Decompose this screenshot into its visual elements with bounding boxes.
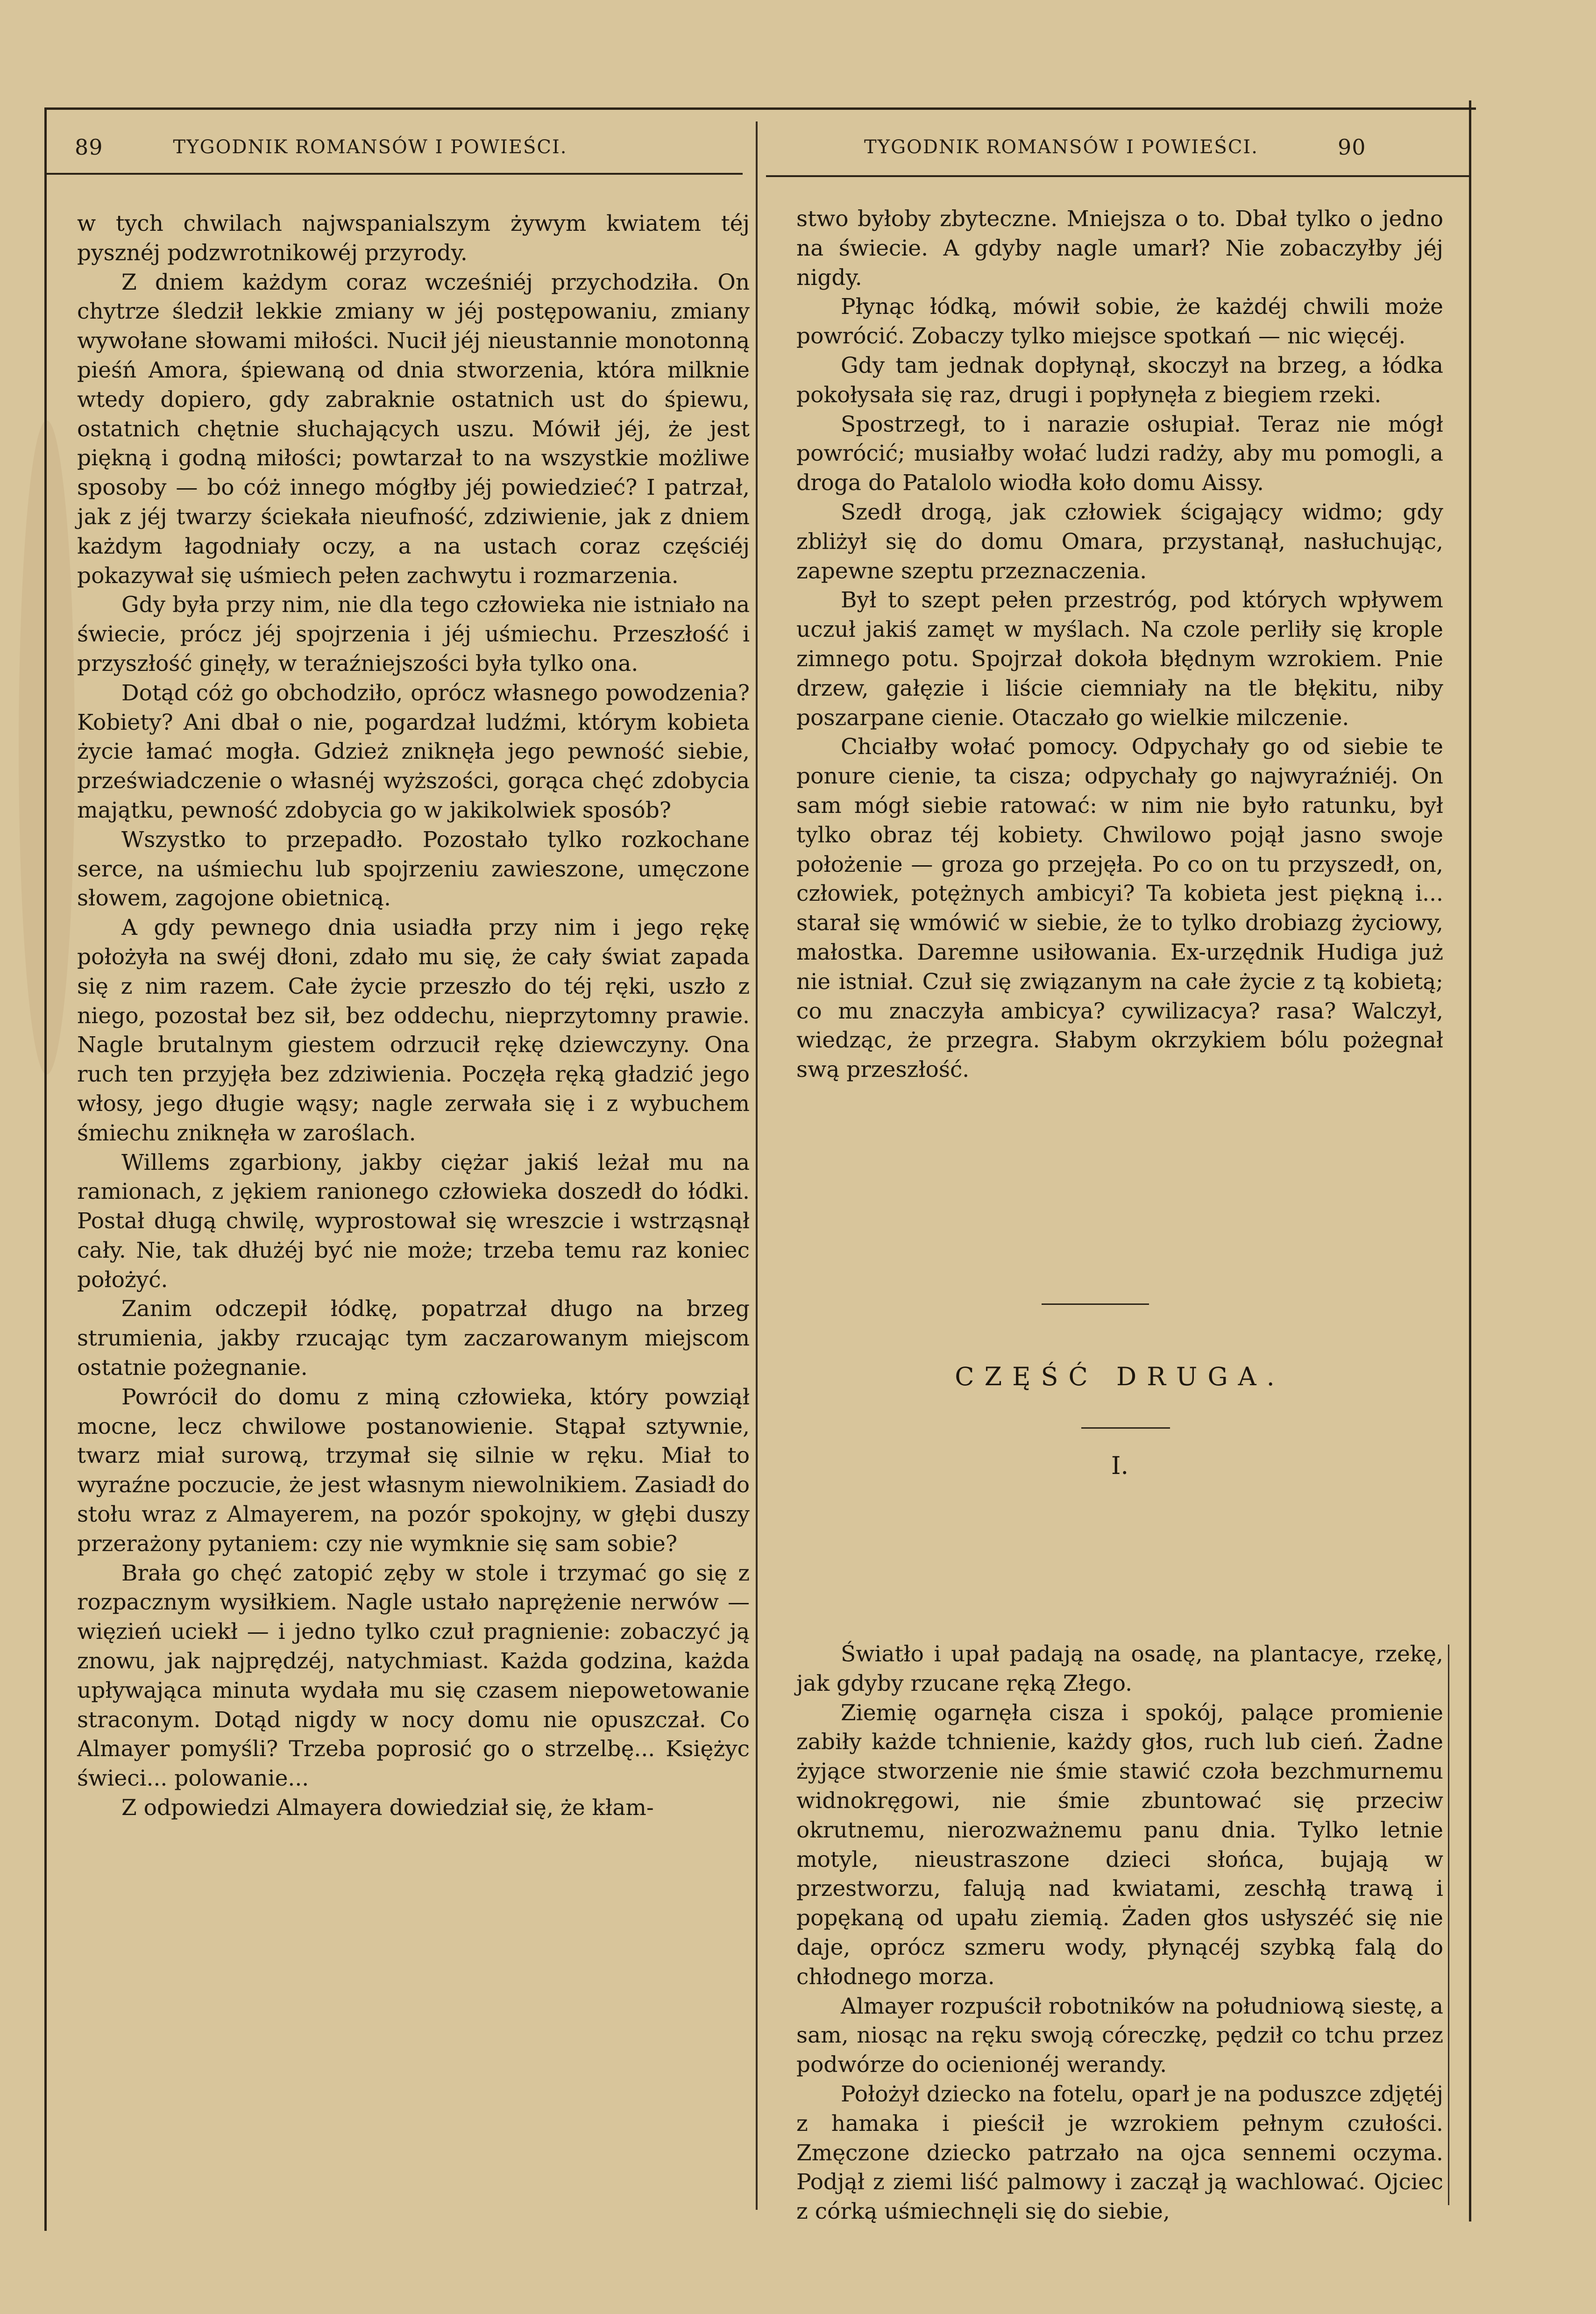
margin-line — [1448, 1645, 1449, 2205]
column-divider — [756, 121, 758, 2210]
paragraph: Dotąd cóż go obchodziło, oprócz własnego powodzenia? Kobiety? Ani dbał o nie, pogardzał ludźmi, którym kobieta życie łamać mogła. Gdzież zniknęła jego pewność siebie, przeświadczenie o własnéj wyższości, gorąca chęć zdobycia majątku, pewność zdobycia go w jakikolwiek sposób? — [77, 680, 750, 823]
paragraph: Chciałby wołać pomocy. Odpychały go od siebie te ponure cienie, ta cisza; odpychały go najwyraźniéj. On sam mógł siebie ratować: w nim nie było ratunku, był tylko obraz téj kobiety. Chwilowo pojął jasno swoje położenie — groza go przejęła. Po co on tu przyszedł, on, człowiek, potężnych ambicyi? Ta kobieta jest piękną i... starał się wmówić w siebie, że to tylko drobiazg życiowy, małostka. Daremne usiłowania. Ex-urzędnik Hudiga już nie istniał. Czuł się związanym na całe życie z tą kobietą; co mu znaczyła ambicya? cywilizacya? rasa? Walczył, wiedząc, że przegra. Słabym okrzykiem bólu pożegnał swą przeszłość. — [796, 734, 1443, 1083]
paragraph: Z dniem każdym coraz wcześniéj przychodziła. On chytrze śledził lekkie zmiany w jéj postępowaniu, zmiany wywołane słowami miłości. Nucił jéj nieustannie monotonną pieśń Amora, śpiewaną od dnia stworzenia, która milknie wtedy dopiero, gdy zabraknie ostatnich ust do śpiewu, ostatnich chętnie słuchających uszu. Mówił jéj, że jest piękną i godną miłości; powtarzał to na wszystkie możliwe sposoby — bo cóż innego mógłby jéj powiedzieć? I patrzał, jak z jéj twarzy ściekała nieufność, zdziwienie, jak z dniem każdym łagodniały oczy, a na ustach coraz częściéj pokazywał się uśmiech pełen zachwytu i rozmarzenia. — [77, 269, 750, 589]
paragraph: Zanim odczepił łódkę, popatrzał długo na brzeg strumienia, jakby rzucając tym zaczarowanym miejscom ostatnie pożegnanie. — [77, 1296, 750, 1381]
paragraph: Z odpowiedzi Almayera dowiedział się, że kłam- — [121, 1795, 654, 1821]
paragraph: Almayer rozpuścił robotników na południową siestę, a sam, niosąc na ręku swoją córeczkę, pędził co tchu przez podwórze do ocienionéj werandy. — [796, 1993, 1443, 2078]
paragraph: Willems zgarbiony, jakby ciężar jakiś leżał mu na ramionach, z jękiem ranionego człowieka doszedł do łódki. Postał długą chwilę, wyprostował się wreszcie i wstrząsnął cały. Nie, tak dłużéj być nie może; trzeba temu raz koniec położyć. — [77, 1149, 750, 1293]
right-running-title: TYGODNIK ROMANSÓW I POWIEŚCI. — [864, 136, 1258, 158]
chapter-number: I. — [1111, 1452, 1129, 1480]
section-separator — [1042, 1303, 1149, 1305]
paragraph: Szedł drogą, jak człowiek ścigający widmo; gdy zbliżył się do domu Omara, przystanął, nasłuchując, zapewne szeptu przeznaczenia. — [796, 499, 1443, 584]
paragraph: Światło i upał padają na osadę, na plantacye, rzekę, jak gdyby rzucane ręką Złego. — [796, 1641, 1443, 1696]
paragraph: Powrócił do domu z miną człowieka, który powziął mocne, lecz chwilowe postanowienie. Stąpał sztywnie, twarz miał surową, trzymał się silnie w ręku. Miał to wyraźne poczucie, że jest własnym niewolnikiem. Zasiadł do stołu wraz z Almayerem, na pozór spokojny, w głębi duszy przerażony pytaniem: czy nie wymknie się sam sobie? — [77, 1384, 750, 1557]
paragraph: Gdy tam jednak dopłynął, skoczył na brzeg, a łódka pokołysała się raz, drugi i popłynęła z biegiem rzeki. — [796, 352, 1443, 408]
paragraph: Spostrzegł, to i narazie osłupiał. Teraz nie mógł powrócić; musiałby wołać ludzi radży, aby mu pomogli, a droga do Patalolo wiodła koło domu Aissy. — [796, 411, 1443, 496]
paragraph: Gdy była przy nim, nie dla tego człowieka nie istniało na świecie, prócz jéj spojrzenia i jéj uśmiechu. Przeszłość i przyszłość ginęły, w teraźniejszości była tylko ona. — [77, 592, 750, 676]
paragraph: stwo byłoby zbyteczne. Mniejsza o to. Dbał tylko o jedno na świecie. A gdyby nagle umarł? Nie zobaczyłby jéj nigdy. — [796, 206, 1443, 291]
left-column — [77, 209, 750, 1823]
left-page-header — [75, 126, 738, 168]
header-rule-left — [47, 173, 743, 175]
section-title: CZĘŚĆ DRUGA. — [955, 1362, 1285, 1391]
paragraph: Był to szept pełen przestróg, pod których wpływem uczuł jakiś zamęt w myślach. Na czole perliły się krople zimnego potu. Spojrzał dokoła błędnym wzrokiem. Pnie drzew, gałęzie i liście ciemniały na tle błękitu, niby poszarpane cienie. Otaczało go wielkie milczenie. — [796, 587, 1443, 731]
left-running-title: TYGODNIK ROMANSÓW I POWIEŚCI. — [173, 136, 567, 158]
paragraph: Brała go chęć zatopić zęby w stole i trzymać go się z rozpacznym wysiłkiem. Nagle ustało naprężenie nerwów — więzień uciekł — i jedno tylko czuł pragnienie: zobaczyć ją znowu, jak najprędzéj, natychmiast. Każda godzina, każda upływająca minuta wydała mu się czasem niepowetowanie straconym. Dotąd nigdy w nocy domu nie opuszczał. Co Almayer pomyśli? Trzeba poprosić go o strzelbę... Księżyc świeci... polowanie... — [77, 1560, 750, 1792]
left-page-number: 89 — [75, 135, 103, 160]
right-column-bottom — [796, 1640, 1443, 2227]
paragraph: Ziemię ogarnęła cisza i spokój, palące promienie zabiły każde tchnienie, każdy głos, ruch lub cień. Żadne żyjące stworzenie nie śmie stawić czoła bezchmurnemu widnokręgowi, nie śmie zbuntować się przeciw okrutnemu, nierozważnemu panu dnia. Tylko letnie motyle, nieustraszone dzieci słońca, bujają w przestworzu, falują nad kwiatami, zeschłą trawą i popękaną od upału ziemią. Żaden głos usłyszéć się nie daje, oprócz szmeru wody, płynącéj szybką falą do chłodnego morza. — [796, 1700, 1443, 1990]
right-page-number: 90 — [1337, 135, 1366, 160]
paragraph: A gdy pewnego dnia usiadła przy nim i jego rękę położyła na swéj dłoni, zdało mu się, że cały świat zapada się z nim razem. Całe życie przeszło do téj ręki, uszło z niego, pozostał bez sił, bez oddechu, nieprzytomny prawie. Nagle brutalnym giestem odrzucił rękę dziewczyny. Ona ruch ten przyjęła bez zdziwienia. Poczęła ręką gładzić jego włosy, jego długie wąsy; nagle zerwała się i z wybuchem śmiechu zniknęła w zaroślach. — [77, 915, 750, 1146]
page-frame-right — [1469, 100, 1471, 2221]
paragraph: w tych chwilach najwspanialszym żywym kwiatem téj pysznéj podzwrotnikowéj przyrody. — [77, 211, 750, 266]
title-underline — [1081, 1427, 1170, 1429]
paragraph: Płynąc łódką, mówił sobie, że każdéj chwili może powrócić. Zobaczy tylko miejsce spotkań — nic więcéj. — [796, 294, 1443, 349]
header-rule-right — [766, 175, 1471, 177]
right-column-top — [796, 205, 1443, 1085]
right-page-header — [789, 126, 1443, 168]
paragraph: Położył dziecko na fotelu, oparł je na poduszce zdjętéj z hamaka i pieścił je wzrokiem pełnym czułości. Zmęczone dziecko patrzało na ojca sennemi oczyma. Podjął z ziemi liść palmowy i zaczął ją wachlować. Ojciec z córką uśmiechnęli się do siebie, — [796, 2081, 1443, 2225]
paragraph: Wszystko to przepadło. Pozostało tylko rozkochane serce, na uśmiechu lub spojrzeniu zawieszone, umęczone słowem, zagojone obietnicą. — [77, 826, 750, 911]
